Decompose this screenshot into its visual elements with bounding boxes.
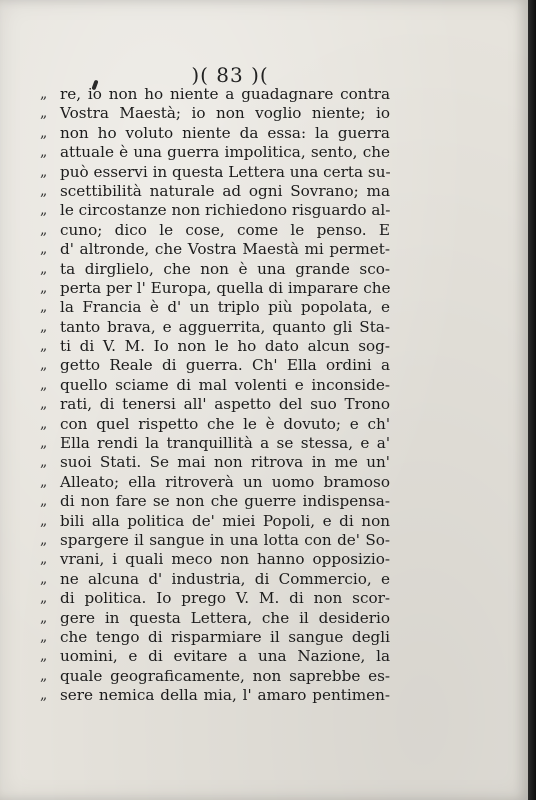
text-line [40,609,390,628]
line-text: Ella rendi la tranquillità a se stessa, e a' [60,434,390,453]
quote-mark: „ [40,124,48,141]
quote-mark: „ [40,260,48,277]
quote-mark: „ [40,648,48,665]
line-text: ne alcuna d' industria, di Commercio, e [60,569,390,588]
quote-mark: „ [40,551,48,568]
text-line [40,240,390,259]
text-line [40,492,390,511]
text-line [40,376,390,395]
text-line [40,589,390,608]
quote-mark: „ [40,435,48,452]
quote-mark: „ [40,338,48,355]
line-text: suoi Stati. Se mai non ritrova in me un' [60,453,390,472]
quote-mark: „ [40,318,48,335]
text-line [40,260,390,279]
quote-mark: „ [40,570,48,587]
quote-mark: „ [40,396,48,413]
quote-mark: „ [40,473,48,490]
text-line [40,628,390,647]
page-number-header: )( 83 )( [191,63,269,87]
text-line [40,356,390,375]
line-text: quale geograficamente, non saprebbe es- [60,666,390,685]
text-line [40,221,390,240]
line-text: vrani, i quali meco non hanno opposizio- [60,550,390,569]
line-text: Alleato; ella ritroverà un uomo bramoso [60,472,390,491]
line-text: perta per l' Europa, quella di imparare che [60,278,391,297]
line-text: spargere il sangue in una lotta con de' So- [60,530,390,549]
line-text: uomini, e di evitare a una Nazione, la [60,647,390,666]
line-text: di politica. Io prego V. M. di non scor- [60,589,390,608]
line-text: rati, di tenersi all' aspetto del suo Trono [60,395,390,414]
text-line [40,473,390,492]
text-block [40,85,390,706]
quote-mark: „ [40,454,48,471]
text-line [40,201,390,220]
quote-mark: „ [40,86,48,102]
line-text: Vostra Maestà; io non voglio niente; io [60,104,390,123]
text-line [40,85,390,104]
text-line [40,104,390,123]
text-line [40,647,390,666]
quote-mark: „ [40,279,48,296]
line-text: scettibilità naturale ad ogni Sovrano; ma [60,181,390,200]
quote-mark: „ [40,299,48,316]
line-text: con quel rispetto che le è dovuto; e ch' [60,414,390,433]
quote-mark: „ [40,628,48,645]
quote-mark: „ [40,687,48,704]
line-text: bili alla politica de' miei Popoli, e di non [60,511,390,530]
line-text: d' altronde, che Vostra Maestà mi permet- [60,240,390,259]
text-line [40,395,390,414]
line-text: può esservi in questa Lettera una certa su- [60,162,391,181]
quote-mark: „ [40,202,48,219]
text-line [40,550,390,569]
line-text: ta dirglielo, che non è una grande sco- [60,259,390,278]
quote-mark: „ [40,221,48,238]
text-line [40,143,390,162]
text-line [40,570,390,589]
line-text: tanto brava, e agguerrita, quanto gli Sta- [60,317,390,336]
text-line [40,434,390,453]
text-line [40,182,390,201]
text-line [40,531,390,550]
text-line [40,337,390,356]
quote-mark: „ [40,182,48,199]
quote-mark: „ [40,415,48,432]
quote-mark: „ [40,667,48,684]
text-line [40,415,390,434]
quote-mark: „ [40,590,48,607]
quote-mark: „ [40,163,48,180]
text-line [40,667,390,686]
line-text: ti di V. M. Io non le ho dato alcun sog- [60,337,390,356]
line-text: gere in questa Lettera, che il desiderio [60,608,390,627]
line-text: attuale è una guerra impolitica, sento, che [60,143,390,162]
line-text: non ho voluto niente da essa: la guerra [60,123,390,142]
text-line [40,453,390,472]
text-line [40,318,390,337]
line-text: le circostanze non richiedono risguardo al- [60,201,391,220]
page-edge-shadow [528,0,536,800]
text-line [40,686,390,705]
quote-mark: „ [40,531,48,548]
quote-mark: „ [40,241,48,258]
quote-mark: „ [40,357,48,374]
line-text: la Francia è d' un triplo più popolata, e [60,298,390,317]
line-text: quello sciame di mal volenti e inconside- [60,375,390,394]
text-line [40,279,390,298]
quote-mark: „ [40,512,48,529]
line-text: getto Reale di guerra. Ch' Ella ordini a [60,356,390,375]
text-line [40,512,390,531]
quote-mark: „ [40,609,48,626]
quote-mark: „ [40,493,48,510]
text-line [40,124,390,143]
quote-mark: „ [40,144,48,161]
line-text: sere nemica della mia, l' amaro pentimen- [60,686,390,705]
quote-mark: „ [40,105,48,122]
line-text: di non fare se non che guerre indispensa- [60,492,390,511]
quote-mark: „ [40,376,48,393]
text-line [40,163,390,182]
line-text: che tengo di risparmiare il sangue degli [60,627,390,646]
text-line [40,298,390,317]
line-text: cuno; dico le cose, come le penso. E [60,220,390,239]
line-text: re, io non ho niente a guadagnare contra [60,85,390,103]
